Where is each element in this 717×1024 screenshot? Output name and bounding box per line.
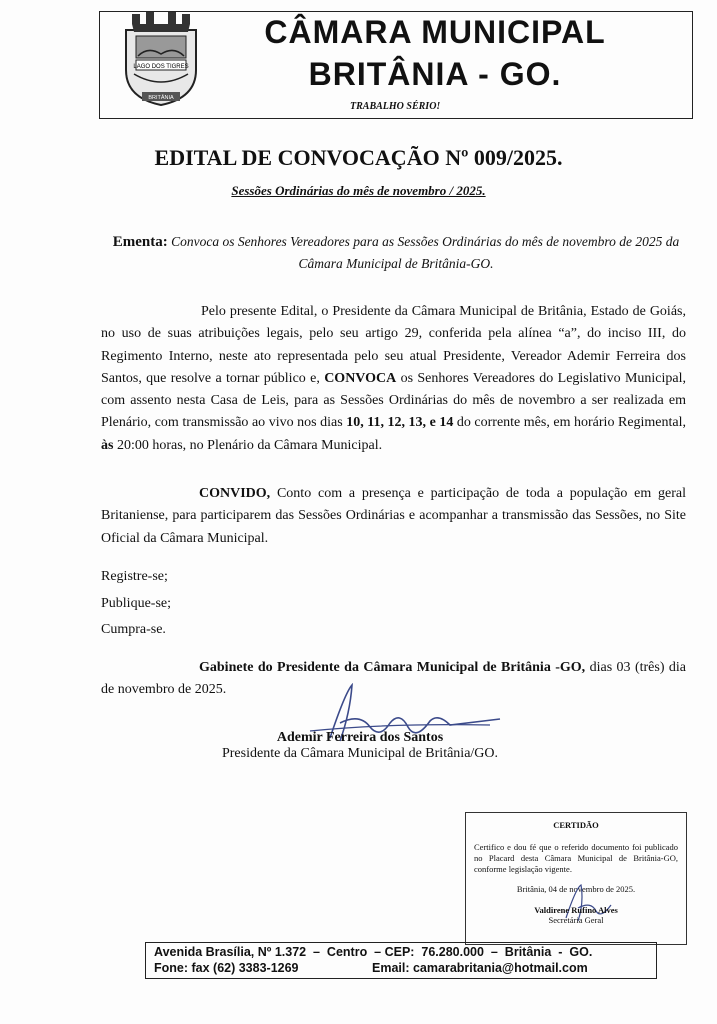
paragraph-convite	[101, 483, 686, 550]
p3-gabinete: Gabinete do Presidente da Câmara Municipal de Britânia -GO,	[199, 660, 586, 675]
crest-text-bottom: BRITÂNIA	[148, 95, 174, 101]
cumpra-line: Cumpra-se.	[101, 622, 166, 637]
certidao-box	[465, 812, 687, 945]
ementa-label: Ementa:	[112, 234, 168, 250]
footer-phone: Fone: fax (62) 3383-1269	[154, 961, 299, 975]
footer-address: Avenida Brasília, Nº 1.372 – Centro – CEP: 76.280.000 – Britânia - GO.	[154, 945, 593, 959]
registre-line: Registre-se;	[101, 569, 168, 584]
certidao-title: CERTIDÃO	[553, 820, 599, 830]
certidao-body: Certifico e dou fé que o referido documento foi publicado no Placard desta Câmara Municipal de Britânia-GO, conforme legislação vigente.	[474, 842, 678, 874]
p1-text-g: 20:00 horas, no Plenário da Câmara Municipal.	[116, 437, 383, 453]
p1-text-a: Pelo presente Edital, o Presidente da Câmara Municipal de Britânia, Estado de Goiás, no uso de suas atribuições legais, pelo seu artigo 29, conferida pela alínea “a”, do inciso III, do Regimento Interno, neste ato representada pelo seu atual Presidente, Vereador Ademir Ferreira dos Santos, que resolve a tornar público e,	[101, 304, 686, 386]
ementa	[104, 231, 688, 274]
p2-convido: CONVIDO,	[199, 486, 271, 501]
certidao-role: Secretária Geral	[548, 915, 604, 925]
p3-date: dias 03 (três) dia de novembro de 2025.	[101, 660, 687, 697]
certidao-name: Valdirene Rufino Alves	[534, 905, 618, 915]
certidao-date: Britânia, 04 de novembro de 2025.	[516, 884, 636, 894]
p1-convoca: CONVOCA	[324, 370, 397, 386]
footer-email: Email: camarabritania@hotmail.com	[372, 961, 588, 975]
paragraph-convocacao	[101, 301, 686, 457]
document-subtitle: Sessões Ordinárias do mês de novembro / 2025.	[231, 183, 486, 198]
header-title-line1: CÂMARA MUNICIPAL	[264, 14, 606, 50]
p1-days: 10, 11, 12, 13, e 14	[346, 415, 454, 431]
crest-text-top: LAGO DOS TIGRES	[133, 64, 189, 70]
signer-name: Ademir Ferreira dos Santos	[276, 730, 444, 745]
p1-text-c: os Senhores Vereadores do Legislativo Municipal, com assento nesta Casa de Leis, para as Sessões Ordinárias do mês de novembro a ser realizada em Plenário, com transmissão ao vivo nos dias	[101, 370, 687, 431]
municipal-crest-icon	[118, 10, 204, 107]
header-title-line2: BRITÂNIA - GO.	[308, 56, 562, 92]
publique-line: Publique-se;	[101, 596, 171, 611]
p1-text-e: do corrente mês, em horário Regimental,	[456, 415, 687, 431]
p2-text: Conto com a presença e participação de toda a população em geral Britaniense, para participarem das Sessões Ordinárias e acompanhar a transmissão das Sessões, no Site Oficial da Câmara Municipal.	[101, 486, 686, 546]
signer-role: Presidente da Câmara Municipal de Britânia/GO.	[221, 746, 499, 761]
document-title: EDITAL DE CONVOCAÇÃO Nº 009/2025.	[154, 145, 563, 170]
p1-as: às	[101, 437, 114, 453]
header-motto: TRABALHO SÉRIO!	[350, 101, 441, 112]
ementa-text: Convoca os Senhores Vereadores para as Sessões Ordinárias do mês de novembro de 2025 da Câmara Municipal de Britânia-GO.	[171, 234, 680, 271]
certidao-signer	[466, 905, 686, 925]
